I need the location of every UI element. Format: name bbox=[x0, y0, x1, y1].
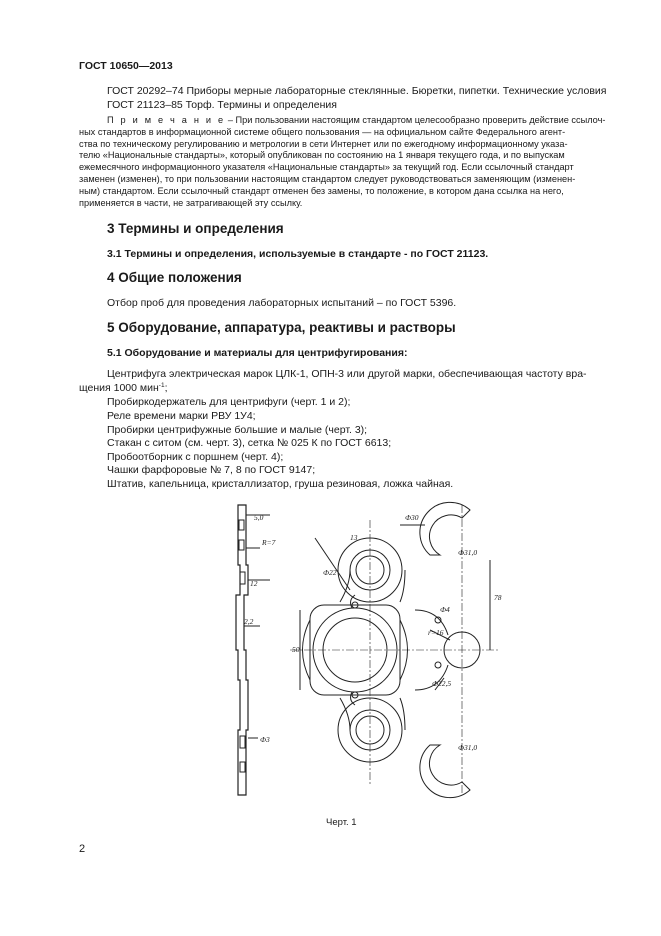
dim-d22-5: Ф22,5 bbox=[432, 679, 452, 688]
note-line: ным) стандартом. Если ссылочный стандарт отменен без замены, то положение, в котором дана ссылка на него, bbox=[79, 185, 564, 196]
equipment-line-1: Центрифуга электрическая марок ЦЛК-1, ОПН-3 или другой марки, обеспечивающая частоту вра- bbox=[107, 368, 587, 380]
reference-gost-20292: ГОСТ 20292–74 Приборы мерные лабораторные стеклянные. Бюретки, пипетки. Технические условия bbox=[107, 85, 607, 97]
dim-2-2: 2,2 bbox=[244, 617, 254, 626]
dim-50: 50 bbox=[292, 645, 300, 654]
equipment-item: Штатив, капельница, кристаллизатор, груша резиновая, ложка чайная. bbox=[107, 478, 454, 490]
drawing-side-view bbox=[236, 505, 270, 795]
section-4-title: 4 Общие положения bbox=[107, 270, 242, 285]
drawing-tube-holder bbox=[200, 500, 520, 805]
equipment-item: Реле времени марки РВУ 1У4; bbox=[107, 410, 256, 422]
note-line: телю «Национальные стандарты», который опубликован по состоянию на 1 января текущего года, и по выпускам bbox=[79, 150, 565, 161]
dim-12: 12 bbox=[250, 579, 258, 588]
equipment-item: Пробиркодержатель для центрифуги (черт. 1 и 2); bbox=[107, 396, 351, 408]
figure-caption: Черт. 1 bbox=[326, 817, 357, 828]
dim-d3: Ф3 bbox=[260, 735, 270, 744]
section-3-title: 3 Термины и определения bbox=[107, 221, 284, 236]
dim-13: 13 bbox=[350, 533, 358, 542]
section-4-text: Отбор проб для проведения лабораторных испытаний – по ГОСТ 5396. bbox=[107, 297, 457, 309]
section-3-1: 3.1 Термины и определения, используемые в стандарте - по ГОСТ 21123. bbox=[107, 248, 489, 260]
rpm-exponent: -1 bbox=[158, 382, 165, 389]
dim-d30: Ф30 bbox=[405, 513, 419, 522]
note-label: П р и м е ч а н и е bbox=[107, 115, 226, 125]
drawing-top-view bbox=[290, 502, 500, 797]
dim-d31: Ф31,0 bbox=[458, 743, 478, 752]
reference-gost-21123: ГОСТ 21123–85 Торф. Термины и определения bbox=[107, 99, 337, 111]
note-line: – При пользовании настоящим стандартом целесообразно проверить действие ссылоч- bbox=[225, 115, 606, 125]
equipment-line-2 bbox=[79, 382, 168, 396]
equipment-item: Пробирки центрифужные большие и малые (черт. 3); bbox=[107, 424, 368, 436]
dim-d22: Ф22 bbox=[323, 568, 337, 577]
note-line: ства по техническому регулированию и метрологии в сети Интернет или по ежегодному информационному указа- bbox=[79, 138, 568, 149]
equipment-item: Чашки фарфоровые № 7, 8 по ГОСТ 9147; bbox=[107, 464, 316, 476]
doc-header: ГОСТ 10650—2013 bbox=[79, 60, 173, 72]
section-5-title: 5 Оборудование, аппаратура, реактивы и растворы bbox=[107, 320, 456, 335]
dim-r7: R=7 bbox=[262, 538, 276, 547]
note-line: ежемесячного информационного указателя «Национальные стандарты» за текущий год. Если ссылочный стандарт bbox=[79, 162, 574, 173]
note-line: применяется в части, не затрагивающей эту ссылку. bbox=[79, 197, 303, 208]
dim-r16: r=16 bbox=[428, 628, 444, 637]
note-block bbox=[79, 115, 614, 209]
rpm-end: ; bbox=[164, 382, 168, 394]
equipment-item: Пробоотборник с поршнем (черт. 4); bbox=[107, 451, 284, 463]
note-line: заменен (изменен), то при пользовании настоящим стандартом следует руководствоваться заменяющим (изменен- bbox=[79, 173, 576, 184]
dim-d31: Ф31,0 bbox=[458, 548, 478, 557]
dim-5-0: 5,0 bbox=[254, 513, 264, 522]
dim-78: 78 bbox=[494, 593, 502, 602]
section-5-1: 5.1 Оборудование и материалы для центрифугирования: bbox=[107, 347, 408, 359]
dim-d4: Ф4 bbox=[440, 605, 450, 614]
note-line: ных стандартов в информационной системе общего пользования — на официальном сайте Федерального агент- bbox=[79, 126, 566, 137]
rpm-text: щения 1000 мин bbox=[79, 382, 159, 394]
equipment-item: Стакан с ситом (см. черт. 3), сетка № 025 К по ГОСТ 6613; bbox=[107, 437, 392, 449]
page-number: 2 bbox=[79, 843, 86, 855]
